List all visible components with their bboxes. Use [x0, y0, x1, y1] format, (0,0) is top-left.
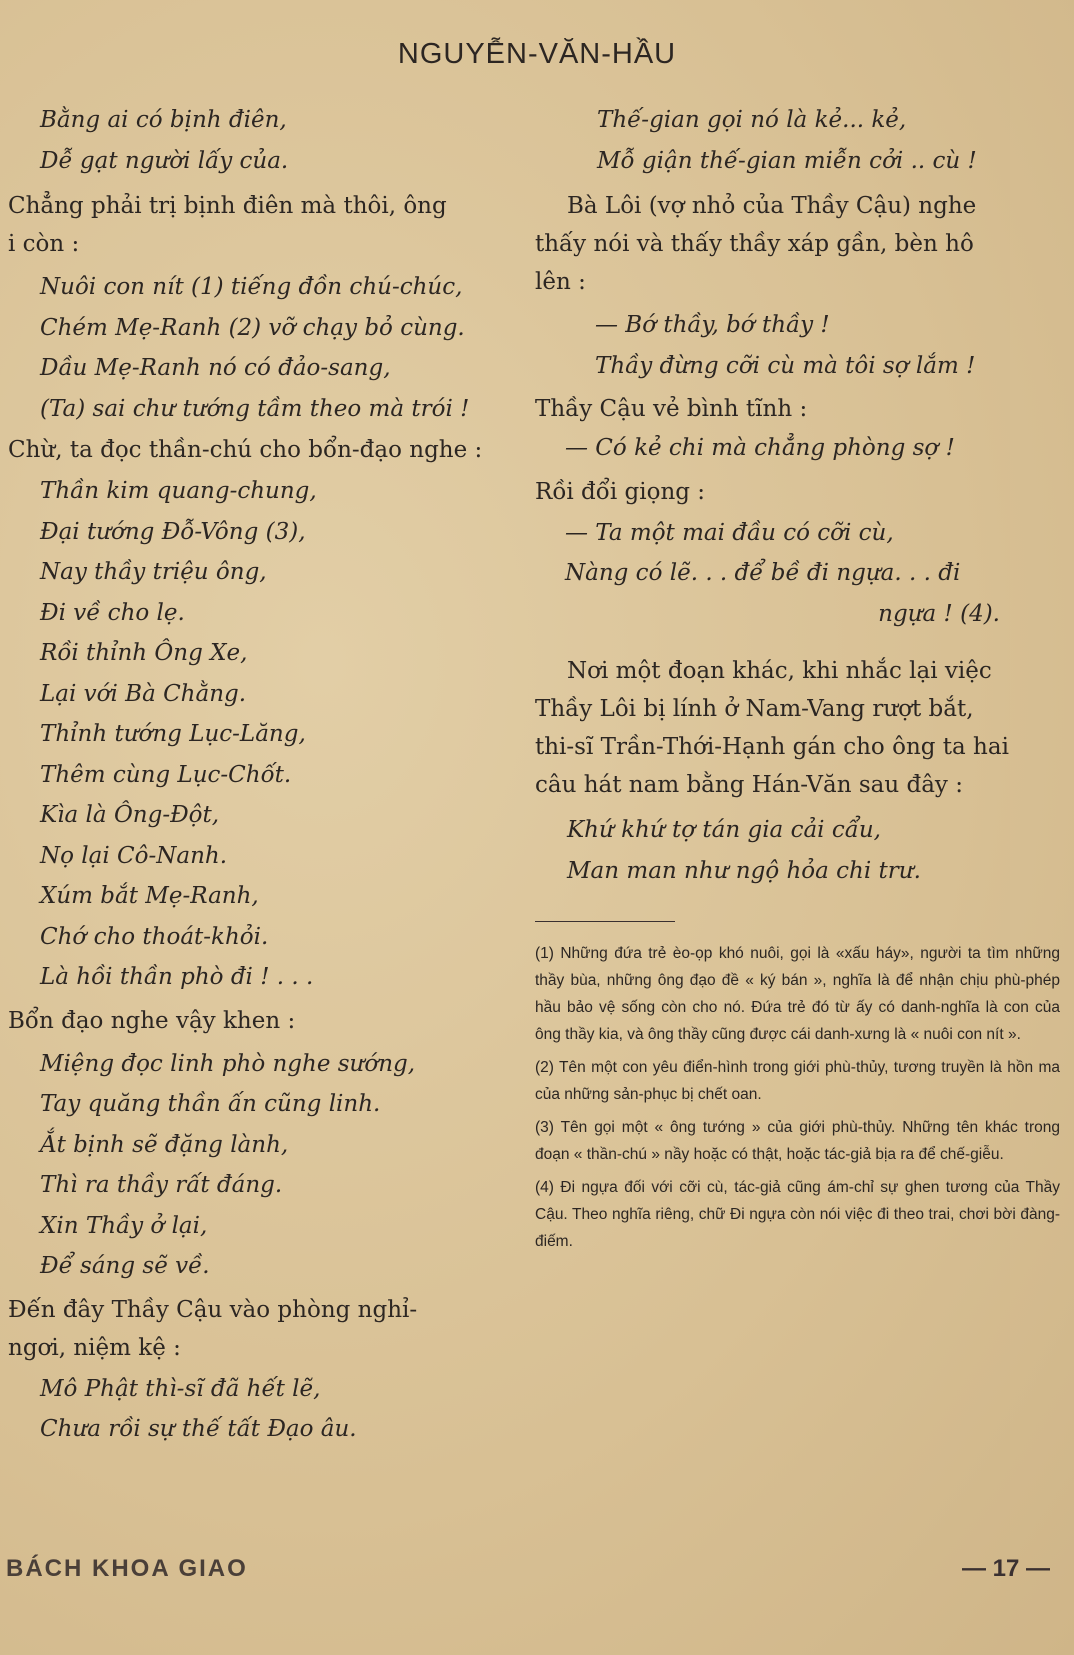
prose-paragraph: [535, 473, 1060, 511]
verse-line: Mô Phật thì-sĩ đã hết lẽ,: [40, 1375, 321, 1402]
verse-line: Man man như ngộ hỏa chi trư.: [567, 857, 921, 884]
prose-line: Chừ, ta đọc thần-chú cho bổn-đạo nghe :: [8, 437, 483, 463]
footnote-1: (1) Những đứa trẻ èo-ọp khó nuôi, gọi là «xấu háy», người ta tìm những thầy bùa, những ông đạo đề « ký bán », nghĩa là để nhận chịu phù-phép hầu bảo vệ sống còn cho nó. Đứa trẻ đó từ ấy có danh-nghĩa là con của ông thầy kia, và ông thầy cũng được cái danh-xưng là « nuôi con nít ».: [535, 945, 1060, 1043]
right-column: [535, 100, 1060, 1261]
prose-line: Bổn đạo nghe vậy khen :: [8, 1007, 296, 1034]
verse-block: [8, 1369, 508, 1450]
verse-line: Lại với Bà Chằng.: [40, 680, 247, 707]
prose-paragraph: [535, 652, 1060, 804]
prose-paragraph: [8, 1291, 508, 1367]
footnote-3: (3) Tên gọi một « ông tướng » của giới phù-thủy. Những tên khác trong đoạn « thần-chú » nầy hoặc có thật, hoặc tác-giả bịa ra để chế-giễu.: [535, 1119, 1060, 1163]
prose-line: Thầy Cậu vẻ bình tĩnh :: [535, 396, 808, 422]
verse-line: Đi về cho lẹ.: [40, 599, 185, 626]
prose-line: Đến đây Thầy Cậu vào phòng nghỉ-: [8, 1296, 418, 1323]
verse-line: Thế-gian gọi nó là kẻ... kẻ,: [597, 107, 907, 133]
verse-line: Bằng ai có bịnh điên,: [40, 107, 287, 133]
verse-line: Nọ lại Cô-Nanh.: [40, 842, 228, 869]
prose-line: Thầy Lôi bị lính ở Nam-Vang rượt bắt,: [535, 696, 974, 722]
verse-block: [8, 471, 508, 998]
verse-block: [8, 267, 508, 429]
prose-paragraph: [8, 431, 508, 469]
footnote-4: (4) Đi ngựa đối với cỡi cù, tác-giả cũng ám-chỉ sự ghen tương của Thầy Cậu. Theo nghĩa riêng, chữ Đi ngựa còn nói việc đi theo trai, chơi bời đàng-điếm.: [535, 1179, 1060, 1250]
verse-line: Xin Thầy ở lại,: [40, 1212, 208, 1239]
verse-line: Thêm cùng Lục-Chốt.: [40, 761, 292, 788]
verse-block: [535, 100, 1060, 181]
prose-line: câu hát nam bằng Hán-Văn sau đây :: [535, 772, 963, 798]
verse-block: [8, 1044, 508, 1287]
page-number: — 17 —: [961, 1555, 1050, 1582]
footnote-divider: [535, 921, 675, 922]
left-column: [8, 100, 508, 1450]
footnotes: [535, 940, 1060, 1255]
verse-line: Chém Mẹ-Ranh (2) vỡ chạy bỏ cùng.: [40, 314, 465, 341]
verse-line: Dễ gạt người lấy của.: [40, 147, 289, 174]
dialog-block: [535, 428, 1060, 469]
verse-line: Miệng đọc linh phò nghe sướng,: [40, 1050, 416, 1077]
verse-line: Ắt bịnh sẽ đặng lành,: [40, 1131, 289, 1158]
verse-block: [8, 100, 508, 181]
prose-paragraph: [535, 187, 1060, 301]
dialog-line: Nàng có lẽ. . . để bề đi ngựa. . . đi: [565, 560, 961, 586]
footer-magazine-title: BÁCH KHOA GIAO: [6, 1555, 248, 1582]
verse-line: Mỗ giận thế-gian miễn cởi .. cù !: [597, 147, 977, 174]
prose-paragraph: [8, 187, 508, 263]
prose-line: Bà Lôi (vợ nhỏ của Thầy Cậu) nghe: [567, 193, 977, 219]
verse-line: Thỉnh tướng Lục-Lăng,: [40, 721, 306, 747]
prose-line: thi-sĩ Trần-Thới-Hạnh gán cho ông ta hai: [535, 734, 1009, 760]
prose-line: ngơi, niệm kệ :: [8, 1334, 181, 1361]
footnote-2: (2) Tên một con yêu điển-hình trong giới phù-thủy, tương truyền là hồn ma của những sản-phục bị chết oan.: [535, 1059, 1060, 1103]
dialog-line: — Bớ thầy, bớ thầy !: [595, 312, 830, 338]
verse-line: Nay thầy triệu ông,: [40, 559, 267, 585]
verse-line: (Ta) sai chư tướng tầm theo mà trói !: [40, 395, 470, 422]
prose-paragraph: [535, 390, 1060, 428]
dialog-block: [535, 513, 1060, 635]
prose-line: lên :: [535, 269, 586, 295]
verse-line: Đại tướng Đỗ-Vông (3),: [40, 518, 306, 545]
prose-line: Nơi một đoạn khác, khi nhắc lại việc: [567, 658, 992, 684]
verse-line: Khứ khứ tợ tán gia cải cẩu,: [567, 817, 881, 843]
verse-line: Chớ cho thoát-khỏi.: [40, 923, 269, 950]
page-header-author: NGUYỄN-VĂN-HẦU: [397, 38, 677, 70]
verse-line: Tay quăng thần ấn cũng linh.: [40, 1091, 381, 1117]
verse-line: Dầu Mẹ-Ranh nó có đảo-sang,: [40, 355, 391, 381]
verse-line: Kìa là Ông-Đột,: [40, 802, 220, 828]
prose-line: Rồi đổi giọng :: [535, 478, 706, 505]
verse-line: Rồi thỉnh Ông Xe,: [40, 640, 248, 666]
verse-line: Nuôi con nít (1) tiếng đồn chú-chúc,: [40, 274, 463, 300]
prose-line: Chẳng phải trị bịnh điên mà thôi, ông: [8, 193, 447, 219]
verse-line: Là hồi thần phò đi ! . . .: [40, 964, 314, 990]
prose-line: i còn :: [8, 231, 80, 257]
verse-line: Xúm bắt Mẹ-Ranh,: [40, 883, 259, 909]
verse-block: [535, 810, 1060, 891]
verse-line: Thì ra thầy rất đáng.: [40, 1172, 283, 1198]
verse-line: Chưa rồi sự thế tất Đạo âu.: [40, 1416, 357, 1442]
dialog-line: Thầy đừng cỡi cù mà tôi sợ lắm !: [595, 352, 976, 379]
prose-paragraph: [8, 1002, 508, 1040]
verse-line: Để sáng sẽ về.: [40, 1253, 210, 1279]
dialog-line: ngựa ! (4).: [878, 600, 1000, 627]
dialog-block: [535, 305, 1060, 386]
verse-line: Thần kim quang-chung,: [40, 478, 317, 504]
prose-line: thấy nói và thấy thầy xáp gần, bèn hô: [535, 231, 974, 257]
dialog-line: — Có kẻ chi mà chẳng phòng sợ !: [565, 435, 955, 461]
dialog-line: — Ta một mai đầu có cỡi cù,: [565, 519, 894, 546]
